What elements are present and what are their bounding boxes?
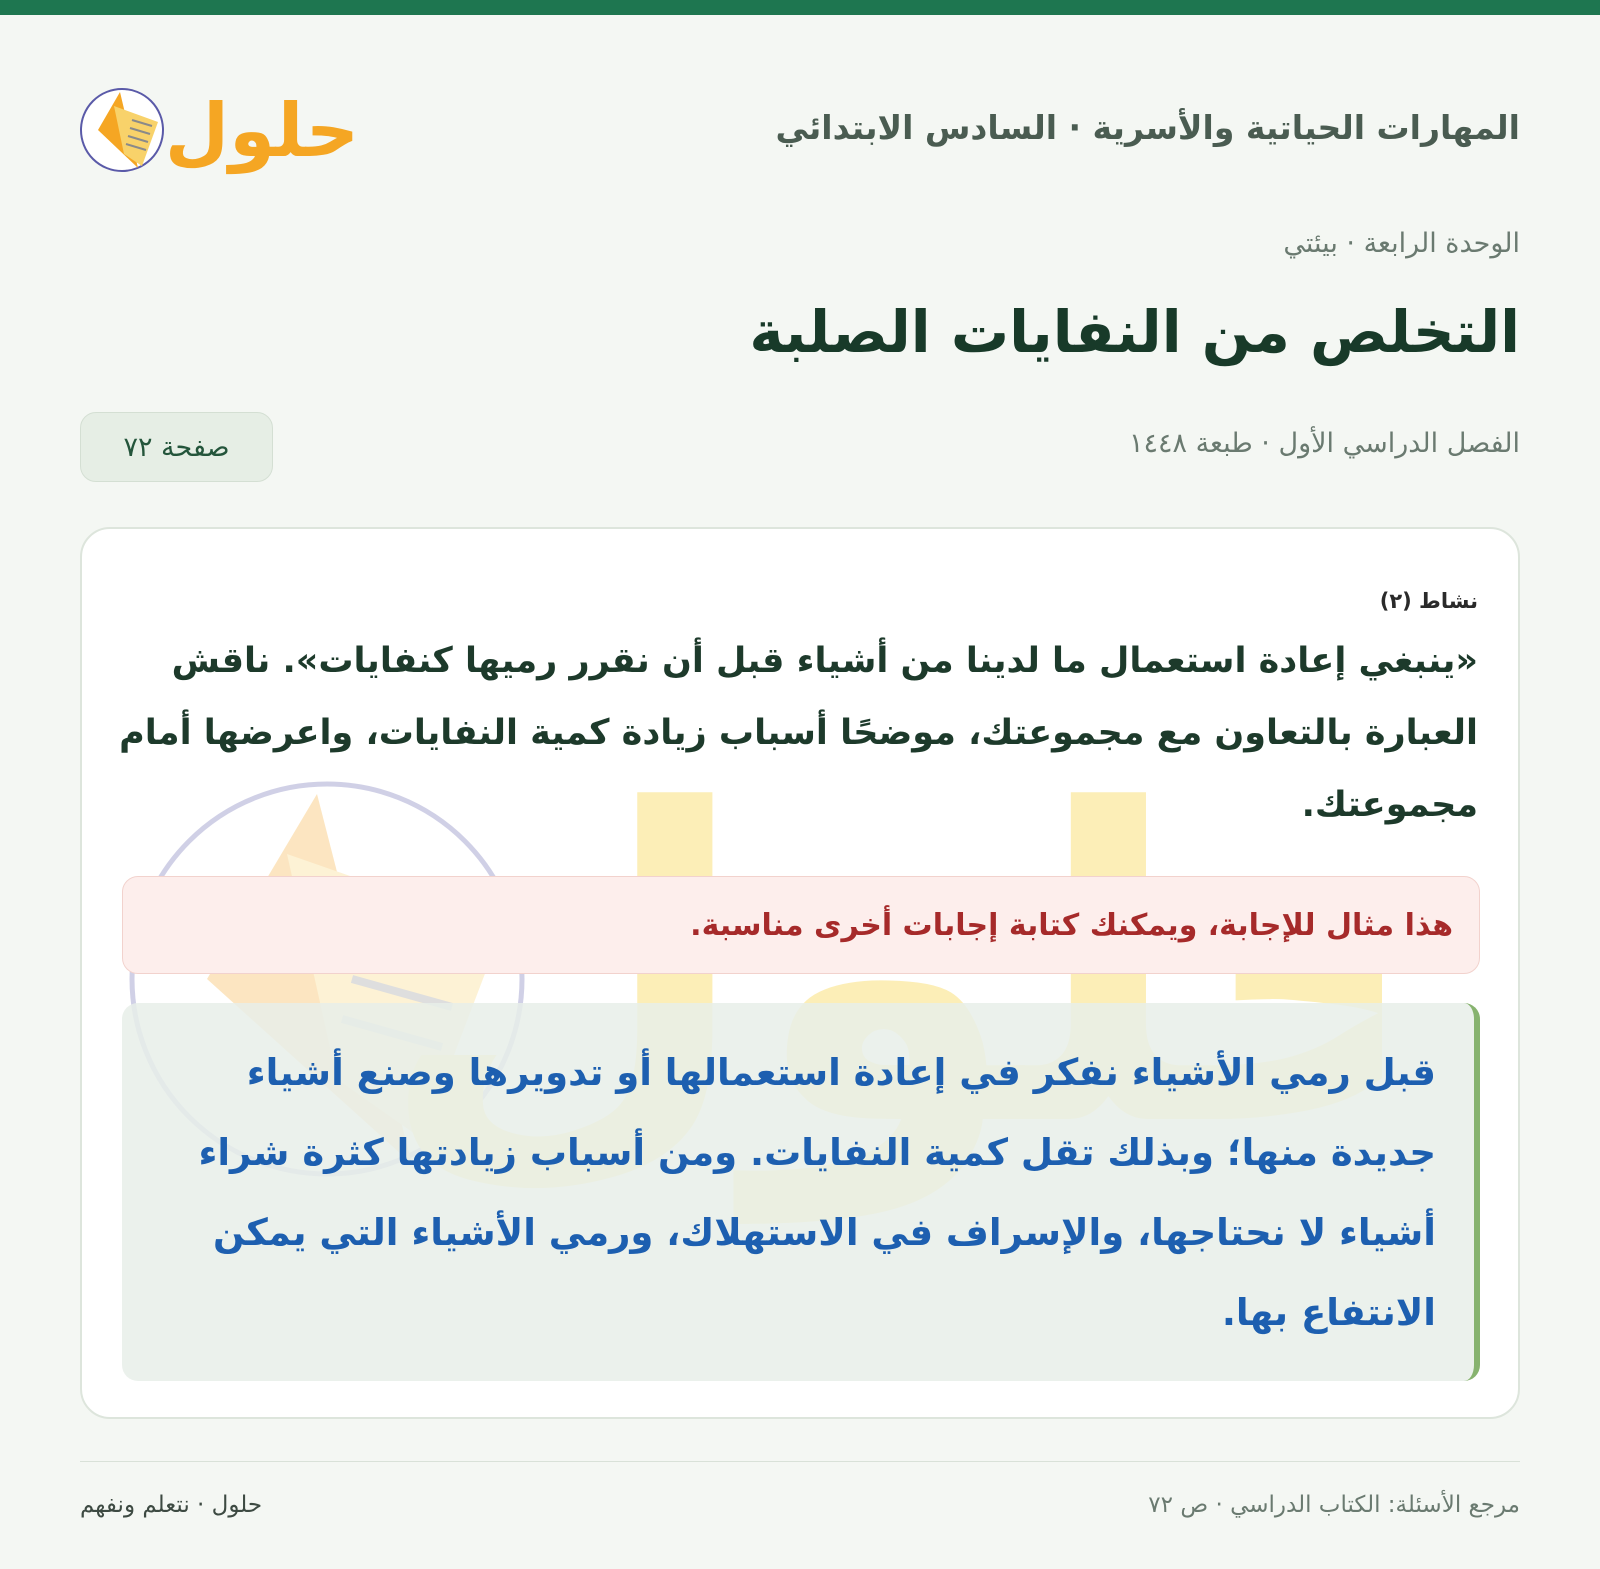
footer-reference: مرجع الأسئلة: الكتاب الدراسي · ص ٧٢ xyxy=(1148,1492,1520,1518)
header xyxy=(80,70,1520,180)
answer-box xyxy=(122,1003,1480,1381)
question-text: «ينبغي إعادة استعمال ما لدينا من أشياء قبل أن نقرر رميها كنفايات». ناقش العبارة بالتعاون مع مجموعتك، موضحًا أسباب زيادة كمية النفايات، واعرضها أمام مجموعتك. xyxy=(119,641,1478,825)
book-logo-icon xyxy=(80,70,360,180)
answer-note-text: هذا مثال للإجابة، ويمكنك كتابة إجابات أخرى مناسبة. xyxy=(690,907,1453,943)
site-logo[interactable] xyxy=(80,70,360,180)
answer-note-box xyxy=(122,876,1480,974)
footer-divider xyxy=(80,1461,1520,1462)
activity-label: نشاط (٢) xyxy=(1379,589,1478,613)
subject-title: المهارات الحياتية والأسرية · السادس الابتدائي xyxy=(775,108,1520,147)
edition-info: الفصل الدراسي الأول · طبعة ١٤٤٨ xyxy=(1128,428,1520,459)
unit-breadcrumb: الوحدة الرابعة · بيئتي xyxy=(1283,228,1520,259)
logo-wordmark: حلول xyxy=(164,88,360,174)
top-accent-bar xyxy=(0,0,1600,15)
page-number-badge[interactable]: صفحة ٧٢ xyxy=(80,412,273,482)
activity-card xyxy=(80,527,1520,1419)
answer-text: قبل رمي الأشياء نفكر في إعادة استعمالها أو تدويرها وصنع أشياء جديدة منها؛ وبذلك تقل كمية النفايات. ومن أسباب زيادتها كثرة شراء أشياء لا نحتاجها، والإسراف في الاستهلاك، ورمي الأشياء التي يمكن الانتفاع بها. xyxy=(198,1051,1436,1334)
footer-brand[interactable]: حلول · نتعلم ونفهم xyxy=(80,1492,263,1518)
lesson-title: التخلص من النفايات الصلبة xyxy=(749,298,1520,366)
